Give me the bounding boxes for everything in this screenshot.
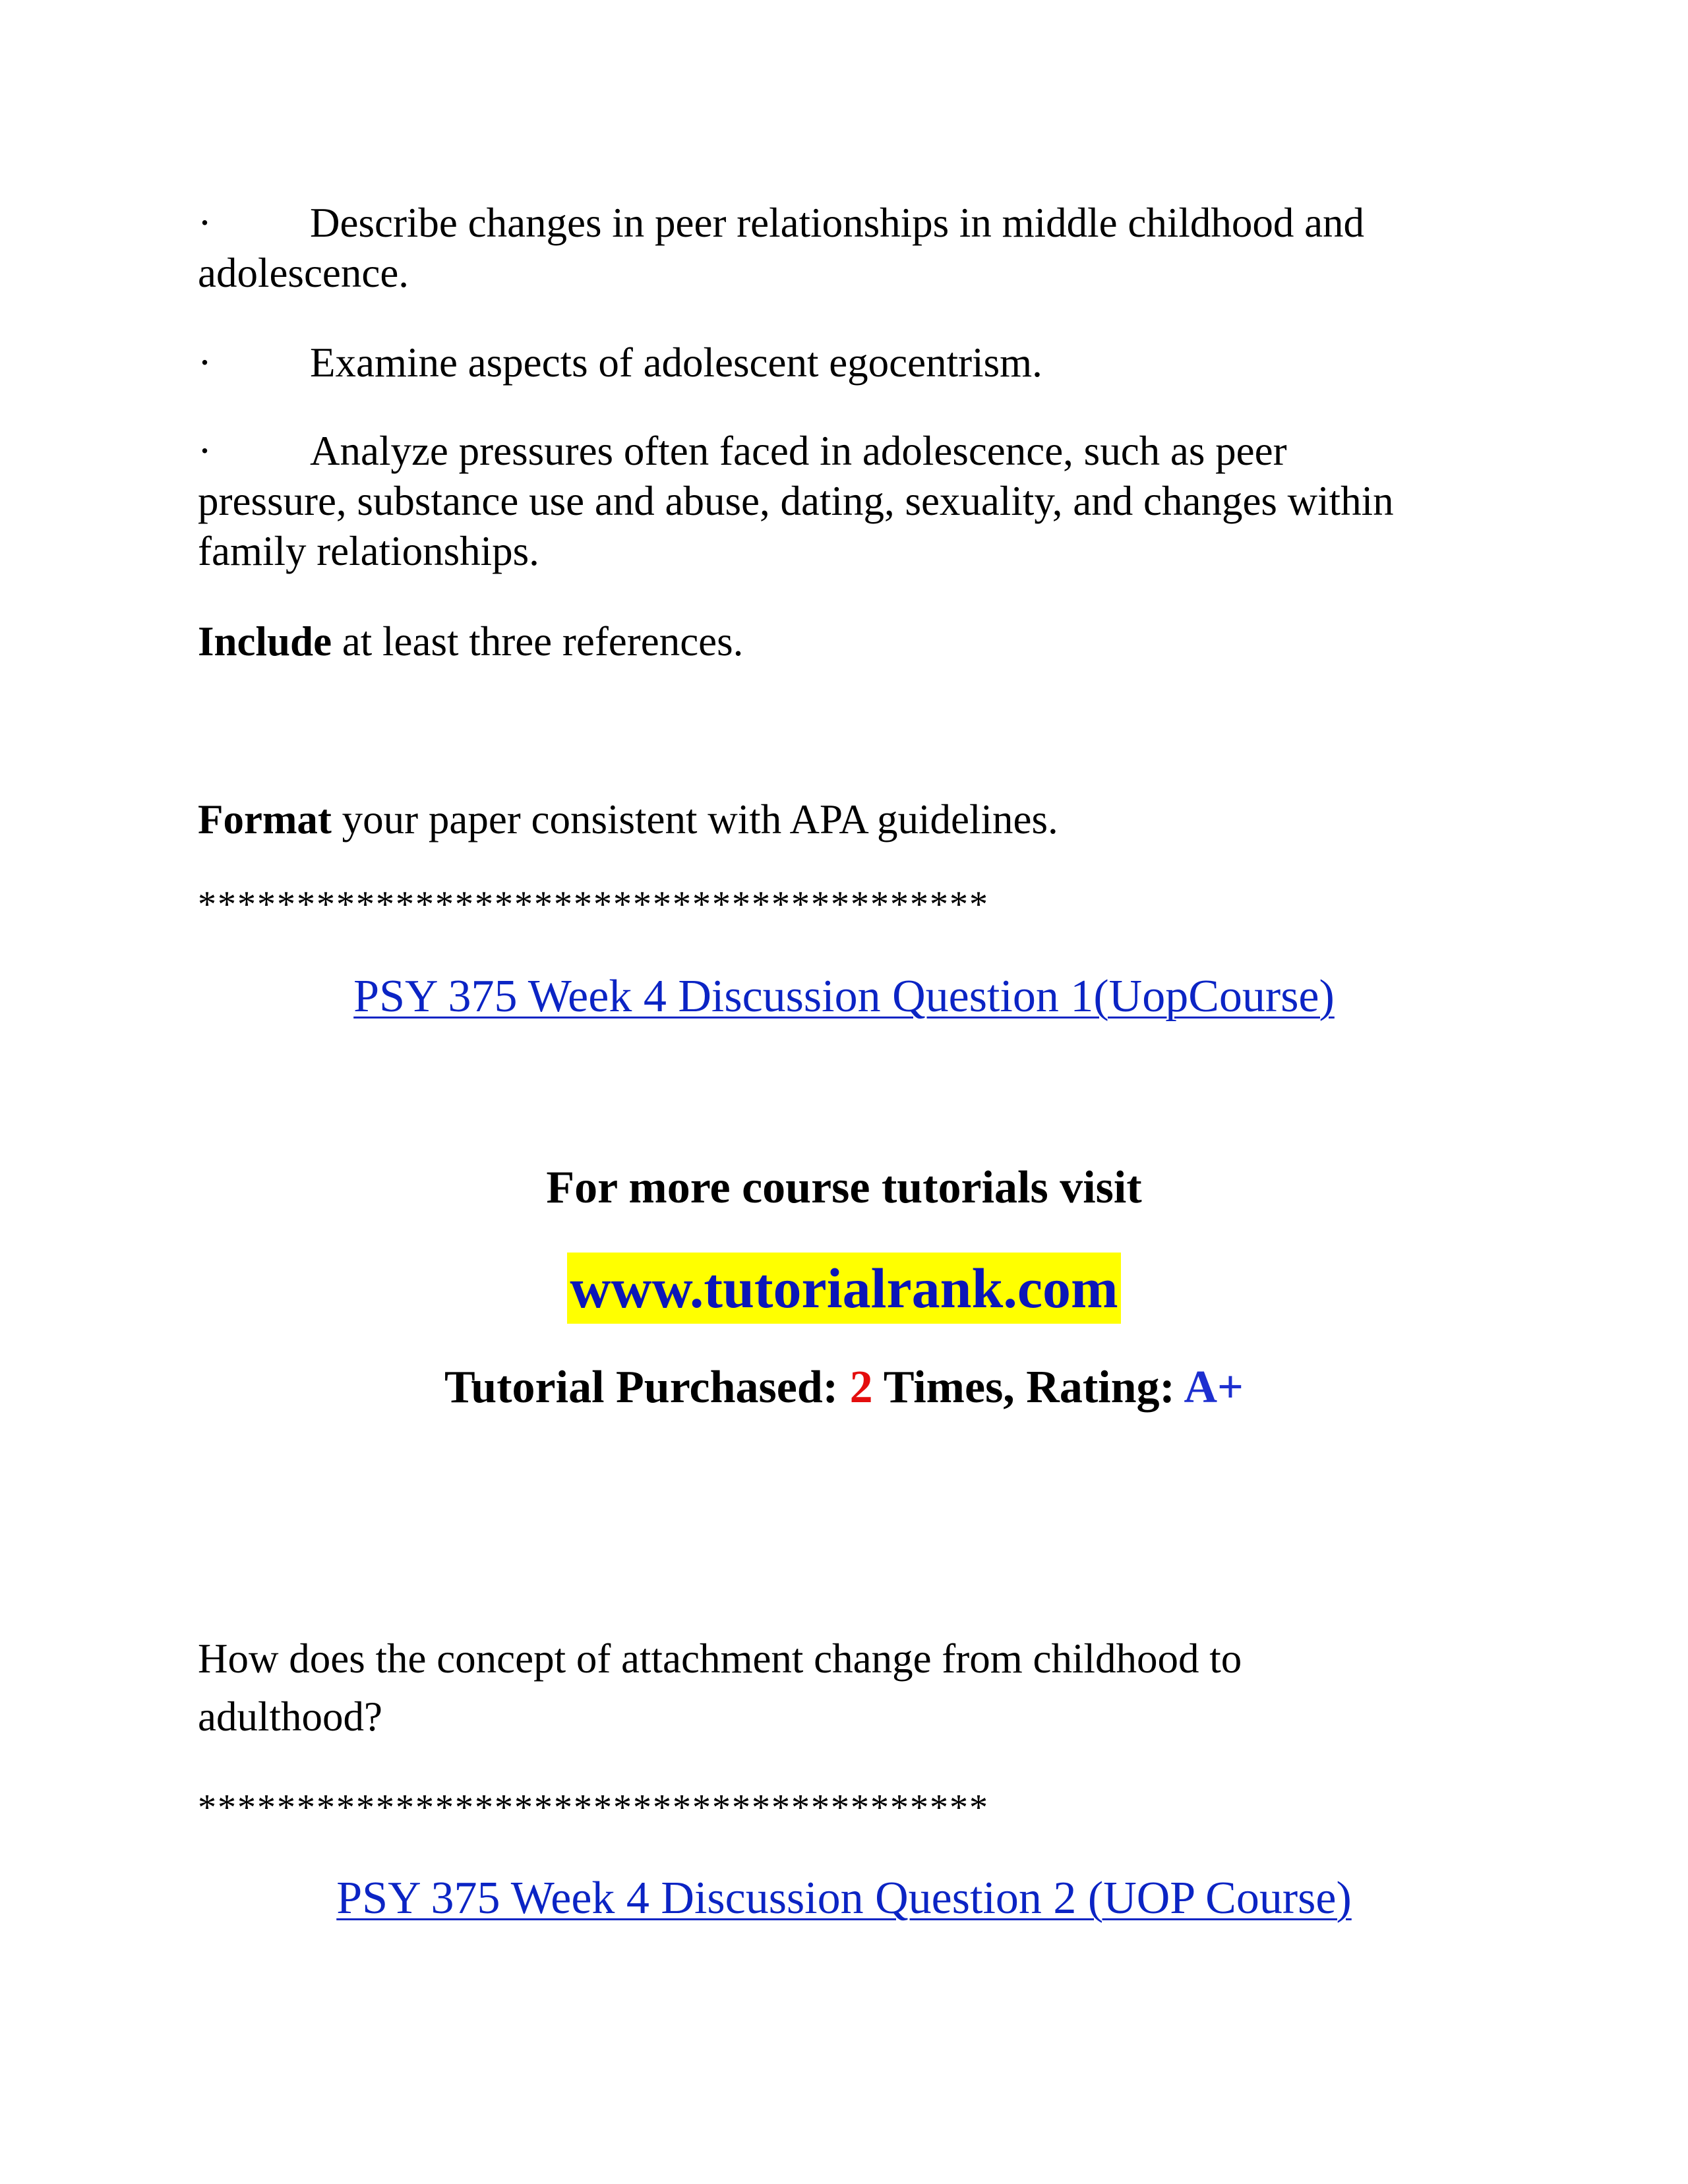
separator: **************************************** [198,884,989,925]
discussion-question [198,1630,1242,1746]
include-text: at least three references. [332,618,744,664]
purchased-count: 2 [849,1362,873,1413]
rating-value: A+ [1184,1362,1244,1413]
times-rating-label: Times, Rating: [872,1362,1184,1413]
question-line: adulthood? [198,1694,382,1740]
link-row [0,970,1688,1023]
purchase-rating-line [0,1361,1688,1414]
format-label: Format [198,796,332,842]
bullet-text: Examine aspects of adolescent egocentrism. [310,339,1042,386]
question-line: How does the concept of attachment change from childhood to [198,1636,1242,1682]
link-row [0,1872,1688,1925]
format-instruction [198,794,1058,844]
purchased-label: Tutorial Purchased: [444,1362,850,1413]
include-instruction [198,616,743,666]
site-row [0,1253,1688,1324]
include-label: Include [198,618,332,664]
question-2-link[interactable]: PSY 375 Week 4 Discussion Question 2 (UOP Course) [336,1873,1352,1924]
bullet-marker: · [198,200,212,246]
format-text: your paper consistent with APA guidelines. [331,796,1058,842]
bullet-text-continued: adolescence. [198,250,409,296]
question-1-link[interactable]: PSY 375 Week 4 Discussion Question 1(UopCourse) [353,971,1335,1022]
bullet-text-continued: pressure, substance use and abuse, dating, sexuality, and changes within [198,478,1394,524]
tutorial-site-link[interactable]: www.tutorialrank.com [567,1253,1120,1324]
bullet-text: Describe changes in peer relationships in middle childhood and [310,200,1365,246]
bullet-marker: · [198,428,212,474]
bullet-text-continued: family relationships. [198,528,539,574]
promo-heading: For more course tutorials visit [546,1162,1142,1213]
bullet-marker: · [198,339,212,386]
bullet-text: Analyze pressures often faced in adolescence, such as peer [310,428,1287,474]
separator: **************************************** [198,1787,989,1828]
